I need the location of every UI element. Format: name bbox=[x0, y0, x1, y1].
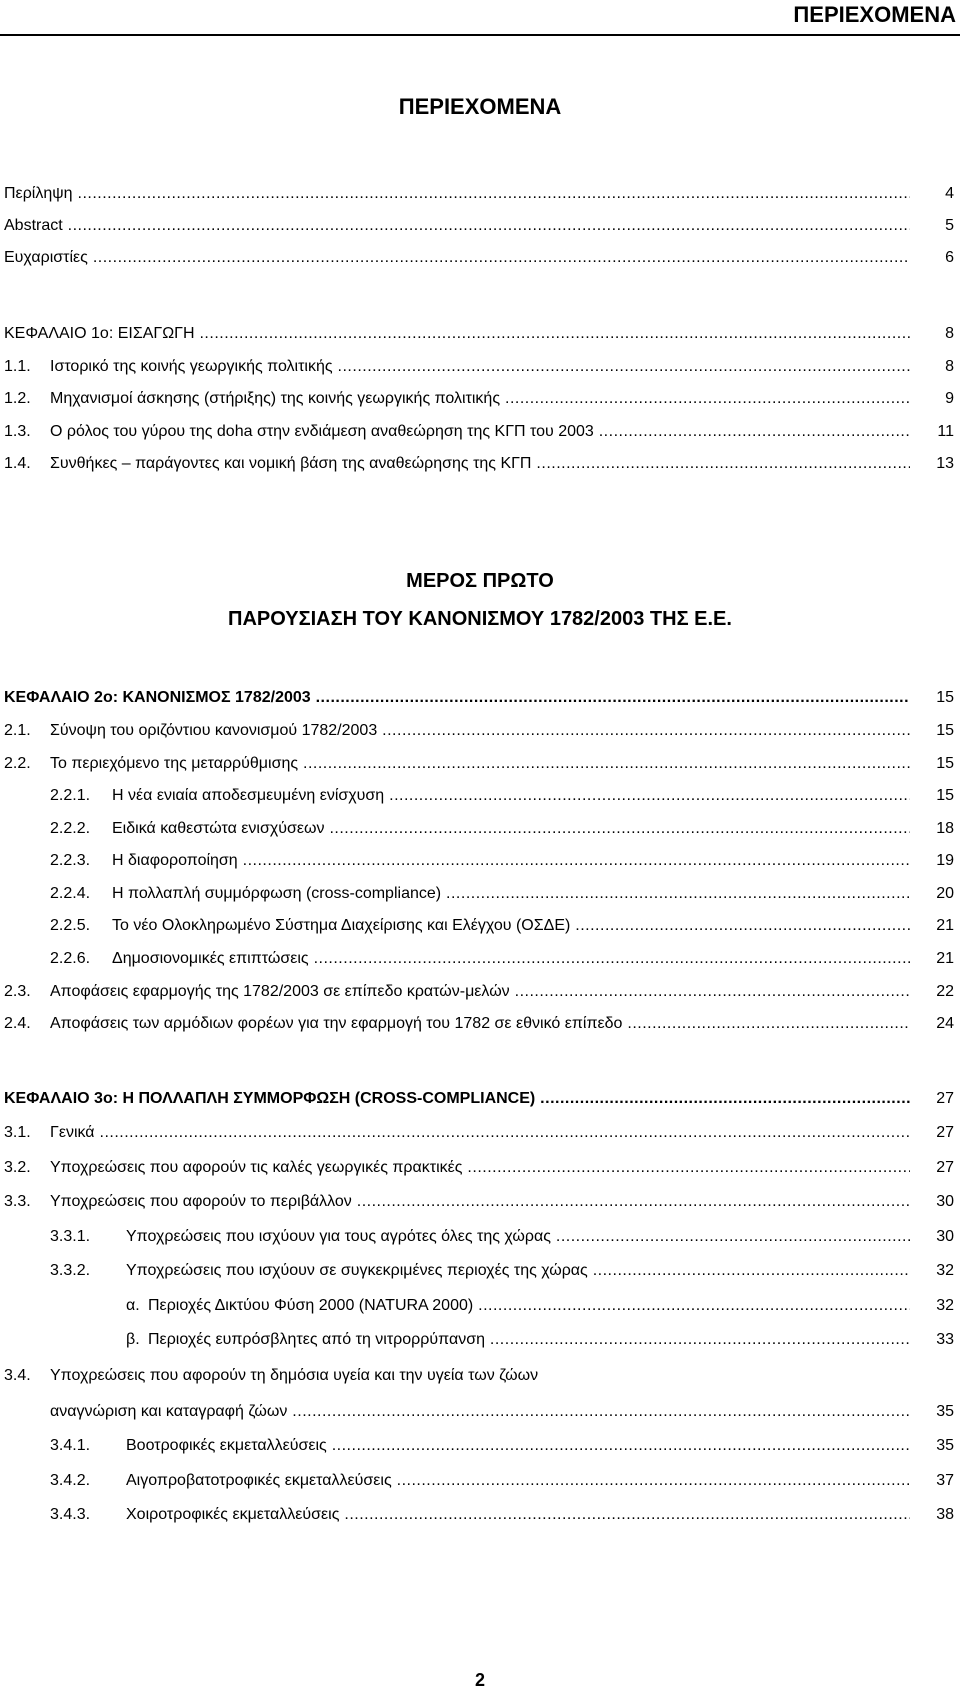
page-number: 2 bbox=[474, 1670, 485, 1690]
toc-entry[interactable] bbox=[0, 719, 960, 743]
toc-entry[interactable] bbox=[0, 849, 960, 873]
toc-number: 3.3. bbox=[4, 1193, 31, 1210]
toc-entry[interactable] bbox=[0, 1469, 960, 1493]
toc-number: 2.2.3. bbox=[50, 852, 91, 869]
toc-entry[interactable] bbox=[0, 1121, 960, 1145]
toc-entry[interactable] bbox=[0, 246, 960, 270]
toc-number: 1.4. bbox=[4, 455, 31, 472]
toc-entry[interactable] bbox=[0, 1012, 960, 1036]
toc-number: 3.3.2. bbox=[50, 1262, 91, 1279]
toc-label: ΚΕΦΑΛΑΙΟ 2ο: ΚΑΝΟΝΙΣΜΟΣ 1782/2003 bbox=[4, 689, 311, 706]
toc-label: Ιστορικό της κοινής γεωργικής πολιτικής bbox=[50, 358, 333, 375]
toc-page: 15 bbox=[936, 755, 954, 772]
toc-entry[interactable] bbox=[0, 420, 960, 444]
toc-number: β. bbox=[126, 1331, 140, 1348]
toc-page: 20 bbox=[936, 885, 954, 902]
toc-number: 1.1. bbox=[4, 358, 31, 375]
toc-page: 19 bbox=[936, 852, 954, 869]
toc-number: 2.2.5. bbox=[50, 917, 91, 934]
toc-label: Αιγοπροβατοτροφικές εκμεταλλεύσεις bbox=[126, 1472, 392, 1489]
toc-page: 18 bbox=[936, 820, 954, 837]
toc-label: αναγνώριση και καταγραφή ζώων bbox=[50, 1403, 288, 1420]
toc-page: 32 bbox=[936, 1297, 954, 1314]
toc-page: 38 bbox=[936, 1506, 954, 1523]
toc-page: 5 bbox=[945, 217, 954, 234]
toc-number: 3.2. bbox=[4, 1159, 31, 1176]
toc-number: 2.2.2. bbox=[50, 820, 91, 837]
toc-entry[interactable] bbox=[0, 1328, 960, 1352]
toc-entry[interactable] bbox=[0, 452, 960, 476]
toc-label: Δημοσιονομικές επιπτώσεις bbox=[112, 950, 309, 967]
toc-entry[interactable] bbox=[0, 1434, 960, 1458]
toc-page: 11 bbox=[937, 423, 954, 440]
toc-page: 15 bbox=[936, 722, 954, 739]
toc-page: 15 bbox=[936, 787, 954, 804]
toc-label: Σύνοψη του οριζόντιου κανονισμού 1782/2003 bbox=[50, 722, 378, 739]
toc-entry[interactable] bbox=[0, 1364, 960, 1388]
toc-entry[interactable] bbox=[0, 1400, 960, 1424]
toc-entry[interactable] bbox=[0, 947, 960, 971]
toc-number: 3.4. bbox=[4, 1367, 31, 1384]
toc-page: 27 bbox=[936, 1090, 954, 1107]
toc-entry[interactable] bbox=[0, 914, 960, 938]
toc-page: 33 bbox=[936, 1331, 954, 1348]
toc-page: 8 bbox=[945, 358, 954, 375]
toc-label: Υποχρεώσεις που αφορούν τη δημόσια υγεία και την υγεία των ζώων bbox=[50, 1367, 539, 1384]
toc-number: 2.2.1. bbox=[50, 787, 91, 804]
part-subtitle: ΠΑΡΟΥΣΙΑΣΗ ΤΟΥ ΚΑΝΟΝΙΣΜΟΥ 1782/2003 ΤΗΣ Ε.Ε. bbox=[228, 608, 732, 630]
toc-page: 30 bbox=[936, 1193, 954, 1210]
toc-page: 6 bbox=[945, 249, 954, 266]
page-title: ΠΕΡΙΕΧΟΜΕΝΑ bbox=[398, 94, 562, 119]
toc-entry[interactable] bbox=[0, 1294, 960, 1318]
toc-label: Χοιροτροφικές εκμεταλλεύσεις bbox=[126, 1506, 340, 1523]
toc-chapter-heading[interactable] bbox=[0, 322, 960, 346]
toc-label: Υποχρεώσεις που αφορούν τις καλές γεωργικές πρακτικές bbox=[50, 1159, 463, 1176]
toc-label: Ο ρόλος του γύρου της doha στην ενδιάμεση αναθεώρηση της ΚΓΠ του 2003 bbox=[50, 423, 594, 440]
running-header: ΠΕΡΙΕΧΟΜΕΝΑ bbox=[793, 2, 956, 27]
toc-label: Υποχρεώσεις που ισχύουν για τους αγρότες όλες της χώρας bbox=[126, 1228, 551, 1245]
toc-number: α. bbox=[126, 1297, 140, 1314]
toc-number: 2.1. bbox=[4, 722, 31, 739]
toc-number: 1.2. bbox=[4, 390, 31, 407]
toc-label: Η πολλαπλή συμμόρφωση (cross-compliance) bbox=[112, 885, 442, 902]
toc-label: Περιοχές ευπρόσβλητες από τη νιτρορρύπανση bbox=[148, 1331, 485, 1348]
toc-page: 8 bbox=[945, 325, 954, 342]
toc-number: 2.2. bbox=[4, 755, 31, 772]
toc-label: ΚΕΦΑΛΑΙΟ 1ο: ΕΙΣΑΓΩΓΗ bbox=[4, 325, 195, 342]
toc-entry[interactable] bbox=[0, 1259, 960, 1283]
toc-label: Υποχρεώσεις που ισχύουν σε συγκεκριμένες περιοχές της χώρας bbox=[126, 1262, 588, 1279]
toc-label: Αποφάσεις των αρμόδιων φορέων για την εφαρμογή του 1782 σε εθνικό επίπεδο bbox=[50, 1015, 623, 1032]
toc-number: 1.3. bbox=[4, 423, 31, 440]
toc-label: Ευχαριστίες bbox=[4, 249, 88, 266]
toc-entry[interactable] bbox=[0, 1225, 960, 1249]
toc-entry[interactable] bbox=[0, 214, 960, 238]
toc-number: 3.4.1. bbox=[50, 1437, 91, 1454]
toc-number: 2.4. bbox=[4, 1015, 31, 1032]
toc-page: 37 bbox=[936, 1472, 954, 1489]
toc-number: 3.1. bbox=[4, 1124, 31, 1141]
toc-label: Η διαφοροποίηση bbox=[112, 852, 238, 869]
toc-page: 35 bbox=[936, 1403, 954, 1420]
toc-page: 15 bbox=[936, 689, 954, 706]
toc-label: Γενικά bbox=[50, 1124, 95, 1141]
toc-label: Περίληψη bbox=[4, 185, 73, 202]
toc-page: 30 bbox=[936, 1228, 954, 1245]
toc-label: Υποχρεώσεις που αφορούν το περιβάλλον bbox=[50, 1193, 352, 1210]
toc-label: Συνθήκες – παράγοντες και νομική βάση της αναθεώρησης της ΚΓΠ bbox=[50, 455, 532, 472]
toc-page: 32 bbox=[936, 1262, 954, 1279]
toc-label: Βοοτροφικές εκμεταλλεύσεις bbox=[126, 1437, 327, 1454]
toc-entry[interactable] bbox=[0, 182, 960, 206]
toc-number: 3.4.2. bbox=[50, 1472, 91, 1489]
toc-page: 4 bbox=[945, 185, 954, 202]
toc-label: ΚΕΦΑΛΑΙΟ 3ο: Η ΠΟΛΛΑΠΛΗ ΣΥΜΜΟΡΦΩΣΗ (CROSS-COMPLIANCE) bbox=[4, 1090, 536, 1107]
toc-page: 13 bbox=[936, 455, 954, 472]
toc-entry[interactable] bbox=[0, 387, 960, 411]
toc-number: 3.4.3. bbox=[50, 1506, 91, 1523]
toc-entry[interactable] bbox=[0, 882, 960, 906]
toc-label: Αποφάσεις εφαρμογής της 1782/2003 σε επίπεδο κρατών-μελών bbox=[50, 983, 510, 1000]
toc-label: Abstract bbox=[4, 217, 63, 234]
toc-entry[interactable] bbox=[0, 1190, 960, 1214]
toc-number: 2.3. bbox=[4, 983, 31, 1000]
toc-label: Μηχανισμοί άσκησης (στήριξης) της κοινής γεωργικής πολιτικής bbox=[50, 390, 501, 407]
header-rule bbox=[0, 34, 960, 36]
toc-entry[interactable] bbox=[0, 355, 960, 379]
toc-label: Το νέο Ολοκληρωμένο Σύστημα Διαχείρισης και Ελέγχου (ΟΣΔΕ) bbox=[112, 917, 571, 934]
part-title: ΜΕΡΟΣ ΠΡΩΤΟ bbox=[406, 570, 554, 592]
toc-page: 21 bbox=[936, 950, 954, 967]
toc-chapter-heading[interactable] bbox=[0, 1087, 960, 1111]
toc-page: 35 bbox=[936, 1437, 954, 1454]
toc-number: 2.2.6. bbox=[50, 950, 91, 967]
toc-page: 27 bbox=[936, 1124, 954, 1141]
toc-chapter-heading[interactable] bbox=[0, 686, 960, 710]
toc-entry[interactable] bbox=[0, 1503, 960, 1527]
toc-page: 21 bbox=[936, 917, 954, 934]
toc-entry[interactable] bbox=[0, 1156, 960, 1180]
toc-label: Το περιεχόμενο της μεταρρύθμισης bbox=[50, 755, 299, 772]
toc-page: 9 bbox=[945, 390, 954, 407]
toc-page: 27 bbox=[936, 1159, 954, 1176]
toc-label: Ειδικά καθεστώτα ενισχύσεων bbox=[112, 820, 325, 837]
toc-page: 24 bbox=[936, 1015, 954, 1032]
toc-entry[interactable] bbox=[0, 817, 960, 841]
toc-number: 3.3.1. bbox=[50, 1228, 91, 1245]
toc-number: 2.2.4. bbox=[50, 885, 91, 902]
toc-label: Η νέα ενιαία αποδεσμευμένη ενίσχυση bbox=[112, 787, 385, 804]
toc-page: 22 bbox=[936, 983, 954, 1000]
toc-label: Περιοχές Δικτύου Φύση 2000 (NATURA 2000) bbox=[148, 1297, 474, 1314]
toc-entry[interactable] bbox=[0, 980, 960, 1004]
toc-entry[interactable] bbox=[0, 784, 960, 808]
toc-entry[interactable] bbox=[0, 752, 960, 776]
